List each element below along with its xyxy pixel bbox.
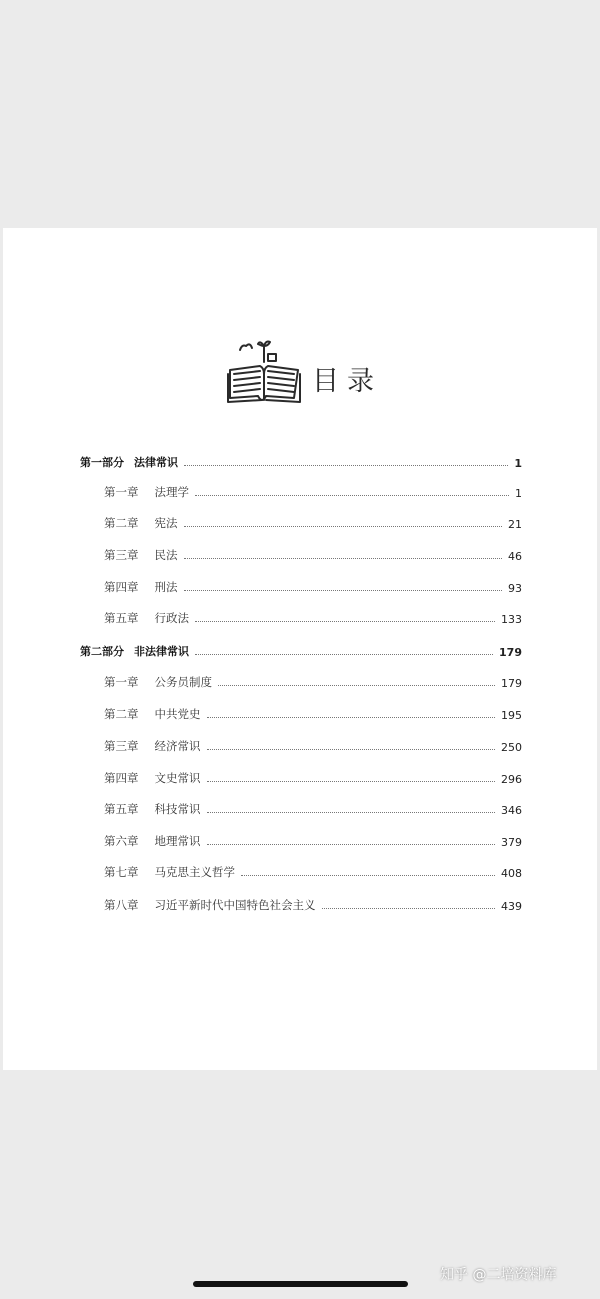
toc-chapter-entry[interactable] bbox=[104, 766, 522, 786]
toc-chapter-entry[interactable] bbox=[104, 543, 522, 563]
toc-entry-number: 第一章 bbox=[104, 485, 139, 499]
toc-entry-title: 非法律常识 bbox=[134, 645, 189, 658]
toc-chapter-entry[interactable] bbox=[104, 829, 522, 849]
toc-entry-number: 第二部分 bbox=[80, 645, 124, 658]
dot-leader bbox=[184, 465, 508, 466]
toc-entry-page: 1 bbox=[514, 457, 522, 470]
toc-entry-page: 408 bbox=[501, 867, 522, 880]
toc-entry-title: 法理学 bbox=[154, 485, 189, 499]
dot-leader bbox=[218, 685, 495, 686]
toc-entry-title: 习近平新时代中国特色社会主义 bbox=[154, 898, 316, 912]
toc-entry-number: 第六章 bbox=[104, 834, 139, 848]
toc-entry-number: 第二章 bbox=[104, 707, 139, 721]
toc-entry-number: 第八章 bbox=[104, 898, 139, 912]
toc-chapter-entry[interactable] bbox=[104, 893, 522, 913]
toc-entry-page: 250 bbox=[501, 741, 522, 754]
dot-leader bbox=[207, 781, 496, 782]
toc-entry-number: 第二章 bbox=[104, 516, 139, 530]
toc-entry-title: 地理常识 bbox=[154, 834, 201, 848]
toc-chapter-entry[interactable] bbox=[104, 511, 522, 531]
dot-leader bbox=[184, 558, 503, 559]
toc-entry-number: 第四章 bbox=[104, 771, 139, 785]
toc-entry-number: 第五章 bbox=[104, 611, 139, 625]
dot-leader bbox=[184, 590, 503, 591]
toc-entry-page: 439 bbox=[501, 900, 522, 913]
dot-leader bbox=[207, 717, 496, 718]
toc-entry-page: 1 bbox=[515, 487, 522, 500]
dot-leader bbox=[184, 526, 503, 527]
toc-chapter-entry[interactable] bbox=[104, 575, 522, 595]
toc-entry-title: 经济常识 bbox=[154, 739, 201, 753]
toc-entry-title: 文史常识 bbox=[154, 771, 201, 785]
toc-entry-number: 第一章 bbox=[104, 675, 139, 689]
toc-entry-page: 195 bbox=[501, 709, 522, 722]
toc-entry-title: 马克思主义哲学 bbox=[154, 865, 235, 879]
toc-chapter-entry[interactable] bbox=[104, 606, 522, 626]
dot-leader bbox=[207, 749, 496, 750]
dot-leader bbox=[207, 812, 496, 813]
dot-leader bbox=[207, 844, 496, 845]
toc-chapter-entry[interactable] bbox=[104, 702, 522, 722]
toc-entry-page: 21 bbox=[508, 518, 522, 531]
toc-entry-title: 宪法 bbox=[154, 516, 178, 530]
toc-entry-number: 第五章 bbox=[104, 802, 139, 816]
toc-entry-number: 第三章 bbox=[104, 739, 139, 753]
toc-entry-title: 刑法 bbox=[154, 580, 178, 594]
toc-part-entry[interactable] bbox=[80, 450, 522, 470]
page-title: 目录 bbox=[312, 365, 382, 397]
toc-entry-page: 46 bbox=[508, 550, 522, 563]
home-indicator[interactable] bbox=[193, 1281, 408, 1287]
toc-entry-number: 第一部分 bbox=[80, 456, 124, 469]
toc-entry-page: 346 bbox=[501, 804, 522, 817]
toc-entry-number: 第四章 bbox=[104, 580, 139, 594]
toc-entry-title: 行政法 bbox=[154, 611, 189, 625]
dot-leader bbox=[241, 875, 495, 876]
dot-leader bbox=[195, 621, 495, 622]
toc-entry-page: 296 bbox=[501, 773, 522, 786]
toc-chapter-entry[interactable] bbox=[104, 670, 522, 690]
dot-leader bbox=[195, 654, 493, 655]
toc-entry-number: 第三章 bbox=[104, 548, 139, 562]
toc-entry-title: 民法 bbox=[154, 548, 178, 562]
toc-entry-title: 法律常识 bbox=[134, 456, 178, 469]
dot-leader bbox=[322, 908, 496, 909]
open-book-icon bbox=[226, 340, 302, 406]
toc-heading bbox=[226, 340, 382, 406]
toc-entry-page: 379 bbox=[501, 836, 522, 849]
toc-part-entry[interactable] bbox=[80, 639, 522, 659]
watermark: 知乎 @二培资料库 bbox=[440, 1267, 557, 1283]
toc-chapter-entry[interactable] bbox=[104, 860, 522, 880]
toc-chapter-entry[interactable] bbox=[104, 480, 522, 500]
toc-entry-page: 133 bbox=[501, 613, 522, 626]
toc-entry-page: 93 bbox=[508, 582, 522, 595]
toc-entry-title: 科技常识 bbox=[154, 802, 201, 816]
toc-chapter-entry[interactable] bbox=[104, 797, 522, 817]
toc-entry-title: 公务员制度 bbox=[154, 675, 212, 689]
dot-leader bbox=[195, 495, 509, 496]
toc-entry-number: 第七章 bbox=[104, 865, 139, 879]
toc-entry-page: 179 bbox=[501, 677, 522, 690]
toc-chapter-entry[interactable] bbox=[104, 734, 522, 754]
toc-entry-page: 179 bbox=[499, 646, 522, 659]
toc-entry-title: 中共党史 bbox=[154, 707, 201, 721]
